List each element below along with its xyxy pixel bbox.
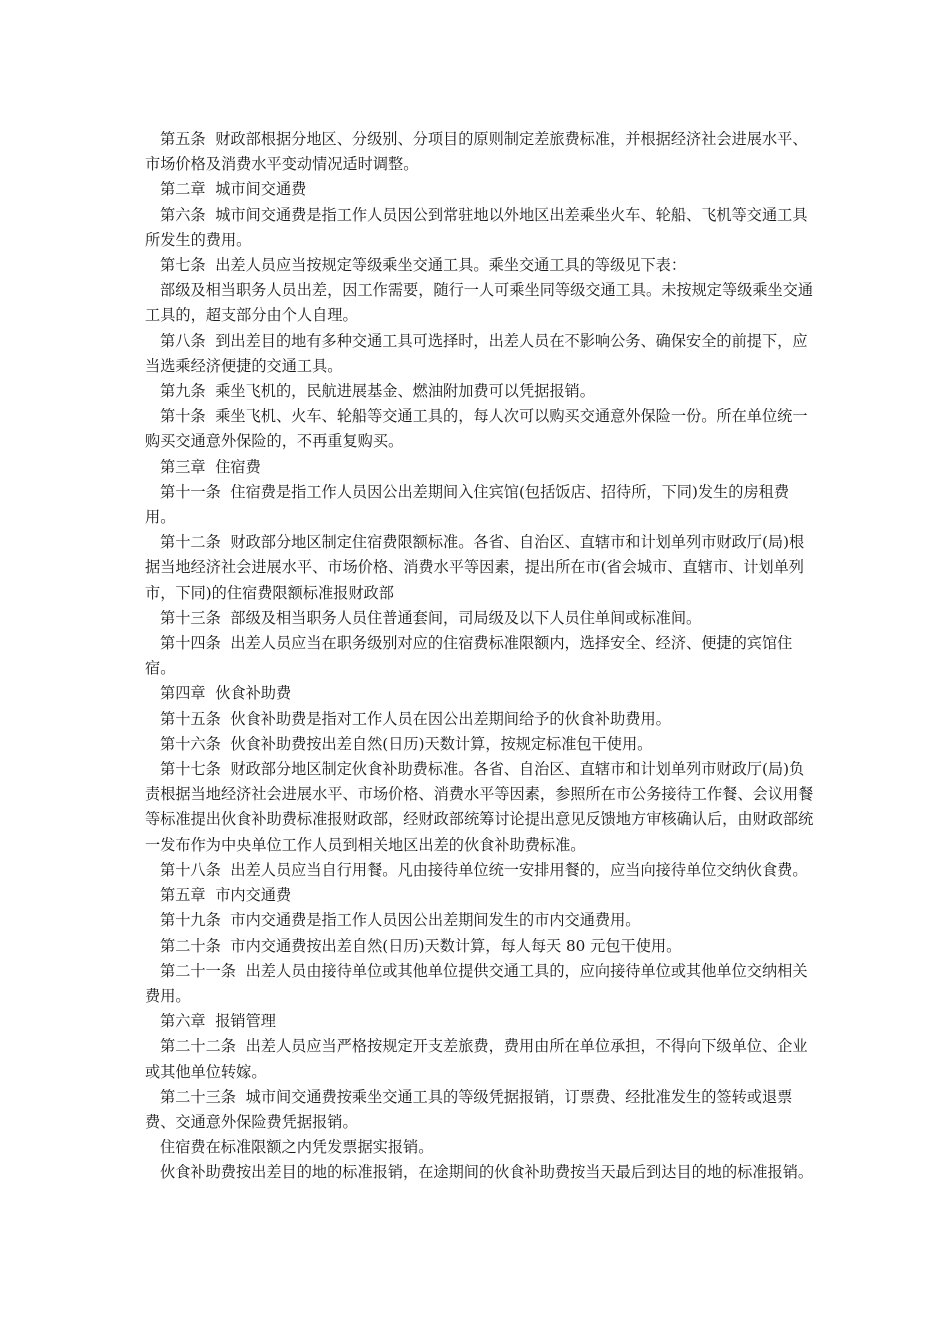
chapter-5-heading: 第五章 市内交通费 bbox=[160, 886, 292, 905]
article-13: 第十三条 部级及相当职务人员住普通套间，司局级及以下人员住单间或标准间。 bbox=[160, 608, 702, 627]
article-21: 第二十一条 出差人员由接待单位或其他单位提供交通工具的，应向接待单位或其他单位交纳相关费用。 bbox=[145, 961, 808, 1005]
article-7: 第七条 出差人员应当按规定等级乘坐交通工具。乘坐交通工具的等级见下表： bbox=[160, 256, 687, 275]
chapter-3-heading: 第三章 住宿费 bbox=[160, 457, 261, 476]
chapter-2-heading: 第二章 城市间交通费 bbox=[160, 180, 307, 199]
article-16: 第十六条 伙食补助费按出差自然(日历)天数计算，按规定标准包干使用。 bbox=[160, 734, 653, 753]
document-body bbox=[145, 127, 815, 1186]
article-7-note: 部级及相当职务人员出差，因工作需要，随行一人可乘坐同等级交通工具。未按规定等级乘坐交通工具的，超支部分由个人自理。 bbox=[145, 281, 814, 325]
article-20: 第二十条 市内交通费按出差自然(日历)天数计算，每人每天 80 元包干使用。 bbox=[160, 936, 682, 955]
article-11: 第十一条 住宿费是指工作人员因公出差期间入住宾馆(包括饭店、招待所，下同)发生的房租费用。 bbox=[145, 482, 790, 527]
article-22: 第二十二条 出差人员应当严格按规定开支差旅费，费用由所在单位承担，不得向下级单位、企业或其他单位转嫁。 bbox=[145, 1037, 808, 1081]
article-18: 第十八条 出差人员应当自行用餐。凡由接待单位统一安排用餐的，应当向接待单位交纳伙食费。 bbox=[160, 860, 808, 879]
chapter-4-heading: 第四章 伙食补助费 bbox=[160, 684, 292, 703]
article-10: 第十条 乘坐飞机、火车、轮船等交通工具的，每人次可以购买交通意外保险一份。所在单位统一购买交通意外保险的，不再重复购买。 bbox=[145, 407, 808, 451]
article-5: 第五条 财政部根据分地区、分级别、分项目的原则制定差旅费标准，并根据经济社会进展水平、市场价格及消费水平变动情况适时调整。 bbox=[145, 130, 808, 174]
article-12: 第十二条 财政部分地区制定住宿费限额标准。各省、自治区、直辖市和计划单列市财政厅(局)根据当地经济社会进展水平、市场价格、消费水平等因素，提出所在市(省会城市、直辖市、计划单列市，下同)的住宿费限额标准报财政部 bbox=[145, 533, 805, 602]
article-23-lodging: 住宿费在标准限额之内凭发票据实报销。 bbox=[160, 1138, 434, 1157]
article-6: 第六条 城市间交通费是指工作人员因公到常驻地以外地区出差乘坐火车、轮船、飞机等交通工具所发生的费用。 bbox=[145, 205, 808, 249]
article-23-meals: 伙食补助费按出差目的地的标准报销，在途期间的伙食补助费按当天最后到达目的地的标准报销。 bbox=[160, 1163, 814, 1182]
article-23: 第二十三条 城市间交通费按乘坐交通工具的等级凭据报销，订票费、经批准发生的签转或退票费、交通意外保险费凭据报销。 bbox=[145, 1087, 793, 1131]
chapter-6-heading: 第六章 报销管理 bbox=[160, 1012, 276, 1031]
article-15: 第十五条 伙食补助费是指对工作人员在因公出差期间给予的伙食补助费用。 bbox=[160, 709, 671, 728]
article-19: 第十九条 市内交通费是指工作人员因公出差期间发生的市内交通费用。 bbox=[160, 911, 641, 930]
article-17: 第十七条 财政部分地区制定伙食补助费标准。各省、自治区、直辖市和计划单列市财政厅(局)负责根据当地经济社会进展水平、市场价格、消费水平等因素，参照所在市公务接待工作餐、会议用餐等标准提出伙食补助费标准报财政部，经财政部统筹讨论提出意见反馈地方审核确认后，由财政部统一发布作为中央单位工作人员到相关地区出差的伙食补助费标准。 bbox=[145, 760, 814, 854]
article-14: 第十四条 出差人员应当在职务级别对应的住宿费标准限额内，选择安全、经济、便捷的宾馆住宿。 bbox=[145, 634, 793, 678]
article-9: 第九条 乘坐飞机的，民航进展基金、燃油附加费可以凭据报销。 bbox=[160, 382, 595, 401]
article-8: 第八条 到出差目的地有多种交通工具可选择时，出差人员在不影响公务、确保安全的前提下，应当选乘经济便捷的交通工具。 bbox=[145, 331, 808, 375]
